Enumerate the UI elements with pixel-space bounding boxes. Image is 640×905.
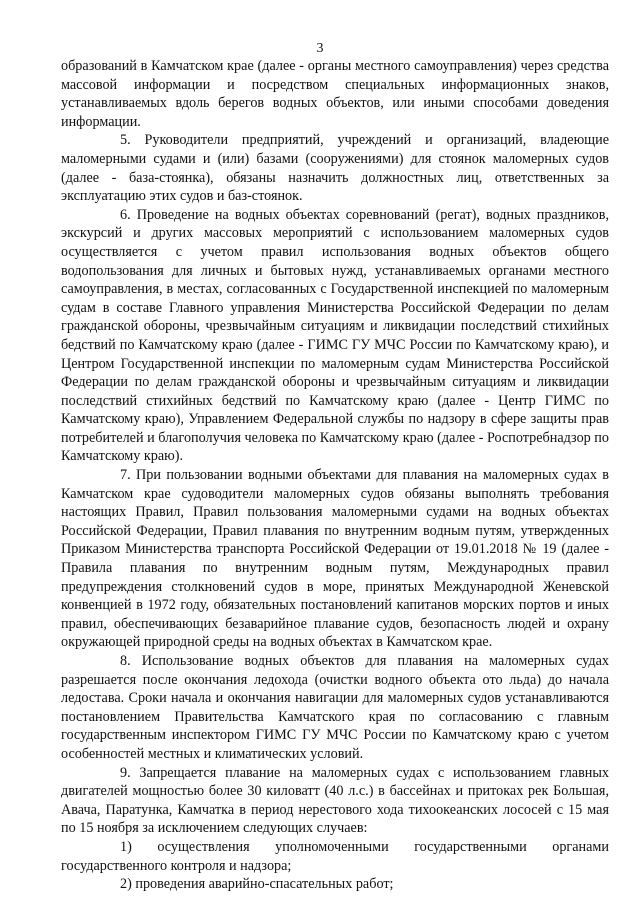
- paragraph-9-item-1: 1) осуществления уполномоченными государственными органами государственного контроля и надзора;: [61, 838, 609, 874]
- document-body: [61, 57, 609, 894]
- paragraph-9: 9. Запрещается плавание на маломерных судах с использованием главных двигателей мощностью более 30 киловатт (40 л.с.) в бассейнах и притоках рек Большая, Авача, Паратунка, Камчатка в период нерестового хода тихоокеанских лососей с 15 мая по 15 ноября за исключением следующих случаев:: [61, 764, 609, 837]
- paragraph-9-item-2: 2) проведения аварийно-спасательных работ;: [120, 876, 394, 893]
- page-number: 3: [316, 41, 324, 56]
- paragraph-8: 8. Использование водных объектов для плавания на маломерных судах разрешается после окончания ледохода (очистки водного объекта ото льда) до начала ледостава. Сроки начала и окончания навигации для маломерных судов устанавливаются постановлением Правительства Камчатского края по согласованию с главным государственным инспектором ГИМС ГУ МЧС России по Камчатскому краю с учетом особенностей местных и климатических условий.: [61, 653, 609, 762]
- paragraph-5: 5. Руководители предприятий, учреждений и организаций, владеющие маломерными судами и (или) базами (сооружениями) для стоянок маломерных судов (далее - база-стоянка), обязаны назначить должностных лиц, ответственных за эксплуатацию этих судов и баз-стоянок.: [61, 132, 609, 205]
- paragraph-6: 6. Проведение на водных объектах соревнований (регат), водных праздников, экскурсий и других массовых мероприятий с использованием маломерных судов осуществляется с учетом правил использования водных объектов общего водопользования для личных и бытовых нужд, устанавливаемых органами местного самоуправления, в местах, согласованных с Государственной инспекцией по маломерным судам в составе Главного управления Министерства Российской Федерации по делам гражданской обороны, чрезвычайным ситуациям и ликвидации последствий стихийных бедствий по Камчатскому краю (далее - ГИМС ГУ МЧС России по Камчатскому краю), и Центром Государственной инспекции по маломерным судам Министерства Российской Федерации по делам гражданской обороны и чрезвычайным ситуациям и ликвидации последствий стихийных бедствий по Камчатскому краю (далее - Центр ГИМС по Камчатскому краю), Управлением Федеральной службы по надзору в сфере защиты прав потребителей и благополучия человека по Камчатскому краю (далее - Роспотребнадзор по Камчатскому краю).: [61, 206, 609, 465]
- paragraph-continuation: образований в Камчатском крае (далее - органы местного самоуправления) через средства массовой информации и посредством специальных информационных знаков, устанавливаемых вдоль берегов водных объектов, или иными способами доведения информации.: [61, 58, 609, 130]
- paragraph-7: 7. При пользовании водными объектами для плавания на маломерных судах в Камчатском крае судоводители маломерных судов обязаны выполнять требования настоящих Правил, Правил пользования маломерными судами на водных объектах Российской Федерации, Правил плавания по внутренним водным путям, утвержденных Приказом Министерства транспорта Российской Федерации от 19.01.2018 № 19 (далее - Правила плавания по внутренним водным путям, Международных правил предупреждения столкновений судов в море, принятых Международной Женевской конвенцией в 1972 году, обязательных постановлений капитанов морских портов и иных правил, обеспечивающих безаварийное плавание судов, безопасность людей и охрану окружающей природной среды на водных объектах в Камчатском крае.: [61, 467, 609, 651]
